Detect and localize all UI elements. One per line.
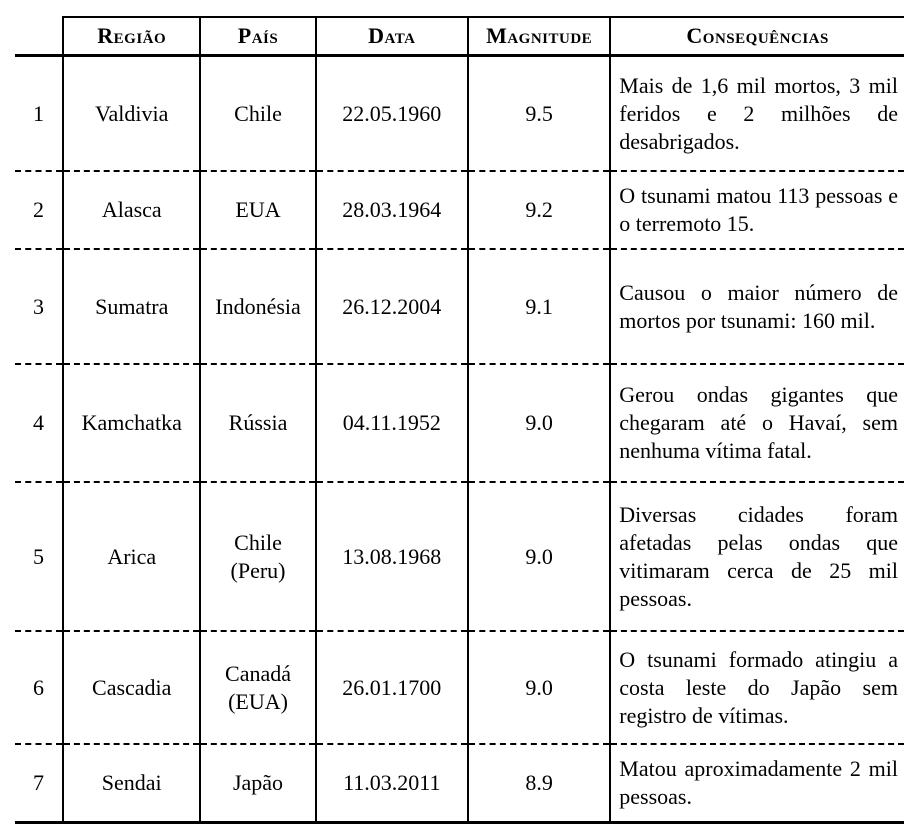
cell-index: 4	[15, 364, 63, 482]
header-index	[15, 17, 63, 56]
cell-pais: Chile	[200, 56, 315, 172]
cell-magnitude: 9.0	[468, 364, 610, 482]
cell-consequencias: O tsunami matou 113 pessoas e o terremoto 15.	[610, 171, 904, 249]
header-consequencias-label: Consequências	[686, 23, 829, 48]
cell-data: 11.03.2011	[316, 744, 468, 823]
cell-index: 2	[15, 171, 63, 249]
cell-data: 26.12.2004	[316, 249, 468, 364]
cell-index: 5	[15, 482, 63, 631]
cell-data: 26.01.1700	[316, 631, 468, 744]
table-row	[15, 56, 904, 172]
table-row	[15, 631, 904, 744]
cell-pais: Indonésia	[200, 249, 315, 364]
table-row	[15, 744, 904, 823]
cell-regiao: Arica	[63, 482, 200, 631]
table-row	[15, 364, 904, 482]
earthquake-table	[15, 16, 904, 824]
cell-pais: Rússia	[200, 364, 315, 482]
cell-data: 13.08.1968	[316, 482, 468, 631]
cell-magnitude: 9.0	[468, 631, 610, 744]
cell-data: 28.03.1964	[316, 171, 468, 249]
cell-magnitude: 8.9	[468, 744, 610, 823]
table-row	[15, 482, 904, 631]
header-data-label: Data	[368, 23, 416, 48]
cell-consequencias: O tsunami formado atingiu a costa leste do Japão sem registro de vítimas.	[610, 631, 904, 744]
cell-regiao: Cascadia	[63, 631, 200, 744]
cell-consequencias: Causou o maior número de mortos por tsunami: 160 mil.	[610, 249, 904, 364]
header-magnitude-label: Magnitude	[486, 23, 593, 48]
cell-regiao: Alasca	[63, 171, 200, 249]
header-row	[15, 17, 904, 56]
header-data	[316, 17, 468, 56]
cell-data: 04.11.1952	[316, 364, 468, 482]
cell-magnitude: 9.0	[468, 482, 610, 631]
cell-magnitude: 9.5	[468, 56, 610, 172]
header-pais	[200, 17, 315, 56]
cell-pais: Chile (Peru)	[200, 482, 315, 631]
header-regiao	[63, 17, 200, 56]
table-row	[15, 171, 904, 249]
cell-magnitude: 9.1	[468, 249, 610, 364]
cell-index: 7	[15, 744, 63, 823]
cell-index: 3	[15, 249, 63, 364]
cell-magnitude: 9.2	[468, 171, 610, 249]
cell-index: 1	[33, 100, 45, 126]
cell-index: 6	[15, 631, 63, 744]
cell-regiao: Valdivia	[63, 56, 200, 172]
header-consequencias	[610, 17, 904, 56]
cell-regiao: Sumatra	[63, 249, 200, 364]
cell-consequencias: Diversas cidades foram afetadas pelas ondas que vitimaram cerca de 25 mil pessoas.	[610, 482, 904, 631]
cell-pais: Japão	[200, 744, 315, 823]
cell-pais: Canadá (EUA)	[200, 631, 315, 744]
cell-consequencias: Matou aproximadamente 2 mil pessoas.	[610, 744, 904, 823]
cell-consequencias: Mais de 1,6 mil mortos, 3 mil feridos e 2 milhões de desabrigados.	[610, 56, 904, 172]
cell-consequencias: Gerou ondas gigantes que chegaram até o Havaí, sem nenhuma vítima fatal.	[610, 364, 904, 482]
header-magnitude	[468, 17, 610, 56]
cell-regiao: Sendai	[63, 744, 200, 823]
cell-data: 22.05.1960	[316, 56, 468, 172]
cell-pais: EUA	[200, 171, 315, 249]
cell-regiao: Kamchatka	[63, 364, 200, 482]
header-pais-label: País	[237, 23, 279, 48]
table-row	[15, 249, 904, 364]
header-regiao-label: Região	[97, 23, 167, 48]
